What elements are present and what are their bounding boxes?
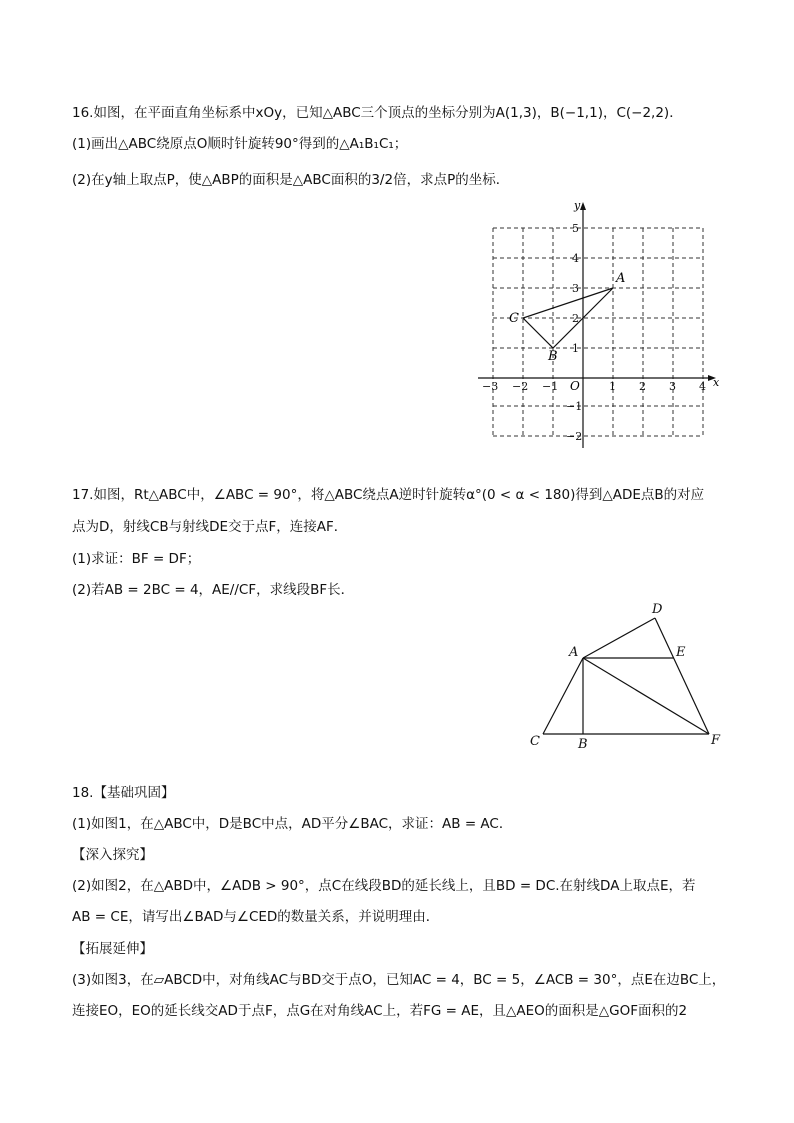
x-tick: −1 bbox=[542, 380, 559, 393]
segment-ca bbox=[543, 658, 583, 734]
q17-geometry-figure bbox=[520, 595, 730, 755]
q18-part3-line2: 连接EO，EO的延长线交AD于点F，点G在对角线AC上，若FG = AE，且△AEO的面积是△GOF面积的2 bbox=[72, 1003, 688, 1019]
y-axis-arrow bbox=[580, 202, 586, 210]
q18-part2-line1: (2)如图2，在△ABD中，∠ADB > 90°，点C在线段BD的延长线上，且BD = DC.在射线DA上取点E，若 bbox=[72, 878, 696, 894]
q17-stem-line2: 点为D，射线CB与射线DE交于点F，连接AF． bbox=[72, 519, 348, 535]
origin-label: O bbox=[570, 379, 580, 393]
y-tick: 4 bbox=[572, 252, 579, 265]
q17-part1: (1)求证：BF = DF； bbox=[72, 551, 201, 567]
segment-ad bbox=[583, 618, 655, 658]
q18-heading-extend: 【拓展延伸】 bbox=[72, 941, 153, 957]
q18-part2-line2: AB = CE，请写出∠BAD与∠CED的数量关系，并说明理由． bbox=[72, 909, 440, 925]
q18-part3-line1: (3)如图3，在▱ABCD中，对角线AC与BD交于点O，已知AC = 4，BC = 5，∠ACB = 30°，点E在边BC上， bbox=[72, 972, 726, 988]
grid bbox=[493, 228, 703, 436]
x-tick: 1 bbox=[609, 380, 616, 393]
x-tick: 2 bbox=[639, 380, 646, 393]
q16-coordinate-figure bbox=[470, 195, 730, 455]
segment-df bbox=[655, 618, 709, 734]
x-tick: −2 bbox=[512, 380, 529, 393]
point-label-c: C bbox=[509, 311, 519, 326]
q16-stem: 16.如图，在平面直角坐标系中xOy，已知△ABC三个顶点的坐标分别为A(1,3)，B(−1,1)，C(−2,2)． bbox=[72, 105, 683, 121]
point-label-b: B bbox=[548, 349, 558, 364]
q16-part1: (1)画出△ABC绕原点O顺时针旋转90°得到的△A₁B₁C₁； bbox=[72, 136, 408, 152]
point-label-d: D bbox=[652, 602, 663, 617]
x-tick: 3 bbox=[669, 380, 676, 393]
q17-stem-line1: 17.如图，Rt△ABC中，∠ABC = 90°，将△ABC绕点A逆时针旋转α°(0 < α < 180)得到△ADE点B的对应 bbox=[72, 487, 705, 503]
point-label-a: A bbox=[616, 271, 626, 286]
y-tick: 3 bbox=[572, 282, 579, 295]
x-tick: −3 bbox=[482, 380, 499, 393]
point-label-b: B bbox=[578, 737, 588, 752]
q16-part2: (2)在y轴上取点P，使△ABP的面积是△ABC面积的3/2倍，求点P的坐标． bbox=[72, 172, 510, 188]
y-tick: −2 bbox=[566, 430, 583, 443]
point-label-f: F bbox=[711, 733, 721, 748]
point-label-c: C bbox=[530, 734, 540, 749]
y-tick: 1 bbox=[572, 342, 579, 355]
q18-heading-deep: 【深入探究】 bbox=[72, 847, 153, 863]
point-label-e: E bbox=[676, 645, 686, 660]
q17-part2: (2)若AB = 2BC = 4，AE//CF，求线段BF长． bbox=[72, 582, 355, 598]
x-axis-label: x bbox=[713, 376, 720, 389]
y-tick: −1 bbox=[566, 400, 583, 413]
q18-heading-basic: 18.【基础巩固】 bbox=[72, 785, 175, 801]
y-tick: 5 bbox=[572, 222, 579, 235]
y-tick: 2 bbox=[572, 312, 579, 325]
point-label-a: A bbox=[569, 645, 579, 660]
segment-af bbox=[583, 658, 709, 734]
q18-part1: (1)如图1，在△ABC中，D是BC中点，AD平分∠BAC，求证：AB = AC． bbox=[72, 816, 513, 832]
x-tick: 4 bbox=[699, 380, 706, 393]
y-axis-label: y bbox=[574, 199, 581, 212]
